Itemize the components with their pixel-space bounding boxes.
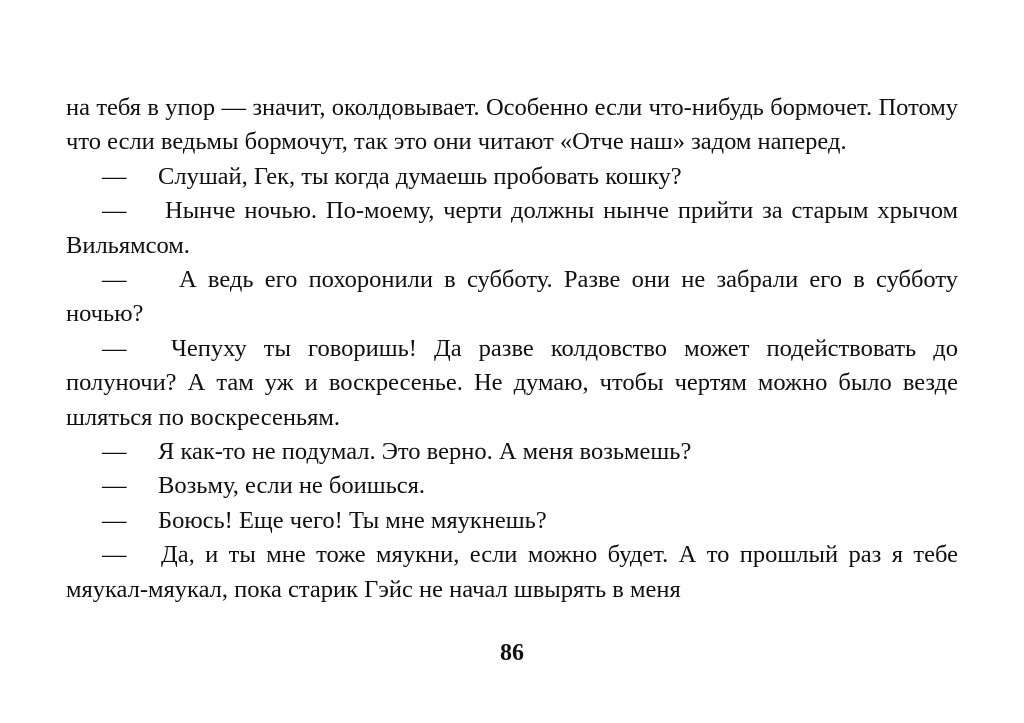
page-number: 86 <box>500 640 524 666</box>
dialogue-line <box>66 263 958 332</box>
dialogue-line <box>66 469 958 503</box>
em-dash: — <box>102 541 127 569</box>
dialogue-text: Возьму, если не боишься. <box>158 472 426 500</box>
paragraph-continuation <box>66 91 958 160</box>
em-dash: — <box>102 472 127 500</box>
em-dash: — <box>102 506 127 534</box>
dialogue-text: Слушай, Гек, ты когда думаешь пробовать кошку? <box>158 162 682 190</box>
dialogue-text: Я как-то не подумал. Это верно. А меня возьмешь? <box>158 438 692 466</box>
dialogue-line <box>66 332 958 435</box>
paragraph-text: на тебя в упор — значит, околдовывает. Особенно если что-нибудь бормочет. Потому что если ведьмы бормочут, так это они читают «Отче наш» задом наперед. <box>66 94 958 156</box>
em-dash: — <box>102 334 127 362</box>
dialogue-line <box>66 538 958 607</box>
em-dash: — <box>102 162 127 190</box>
em-dash: — <box>102 438 127 466</box>
dialogue-line <box>66 504 958 538</box>
em-dash: — <box>102 197 127 225</box>
dialogue-text: Да, и ты мне тоже мяукни, если можно будет. А то прошлый раз я тебе мяукал-мяукал, пока старик Гэйс не начал швырять в меня <box>66 541 958 603</box>
dialogue-text: А ведь его похоронили в субботу. Разве они не забрали его в субботу ночью? <box>66 266 958 328</box>
page-body-text <box>66 91 958 607</box>
dialogue-line <box>66 194 958 263</box>
em-dash: — <box>102 266 127 294</box>
dialogue-text: Нынче ночью. По-моему, черти должны нынче прийти за старым хрычом Вильямсом. <box>66 197 958 259</box>
dialogue-text: Боюсь! Еще чего! Ты мне мяукнешь? <box>158 506 547 534</box>
dialogue-line <box>66 435 958 469</box>
dialogue-text: Чепуху ты говоришь! Да разве колдовство может подействовать до полуночи? А там уж и воскресенье. Не думаю, чтобы чертям можно было везде шляться по воскресеньям. <box>66 334 958 431</box>
dialogue-line <box>66 160 958 194</box>
